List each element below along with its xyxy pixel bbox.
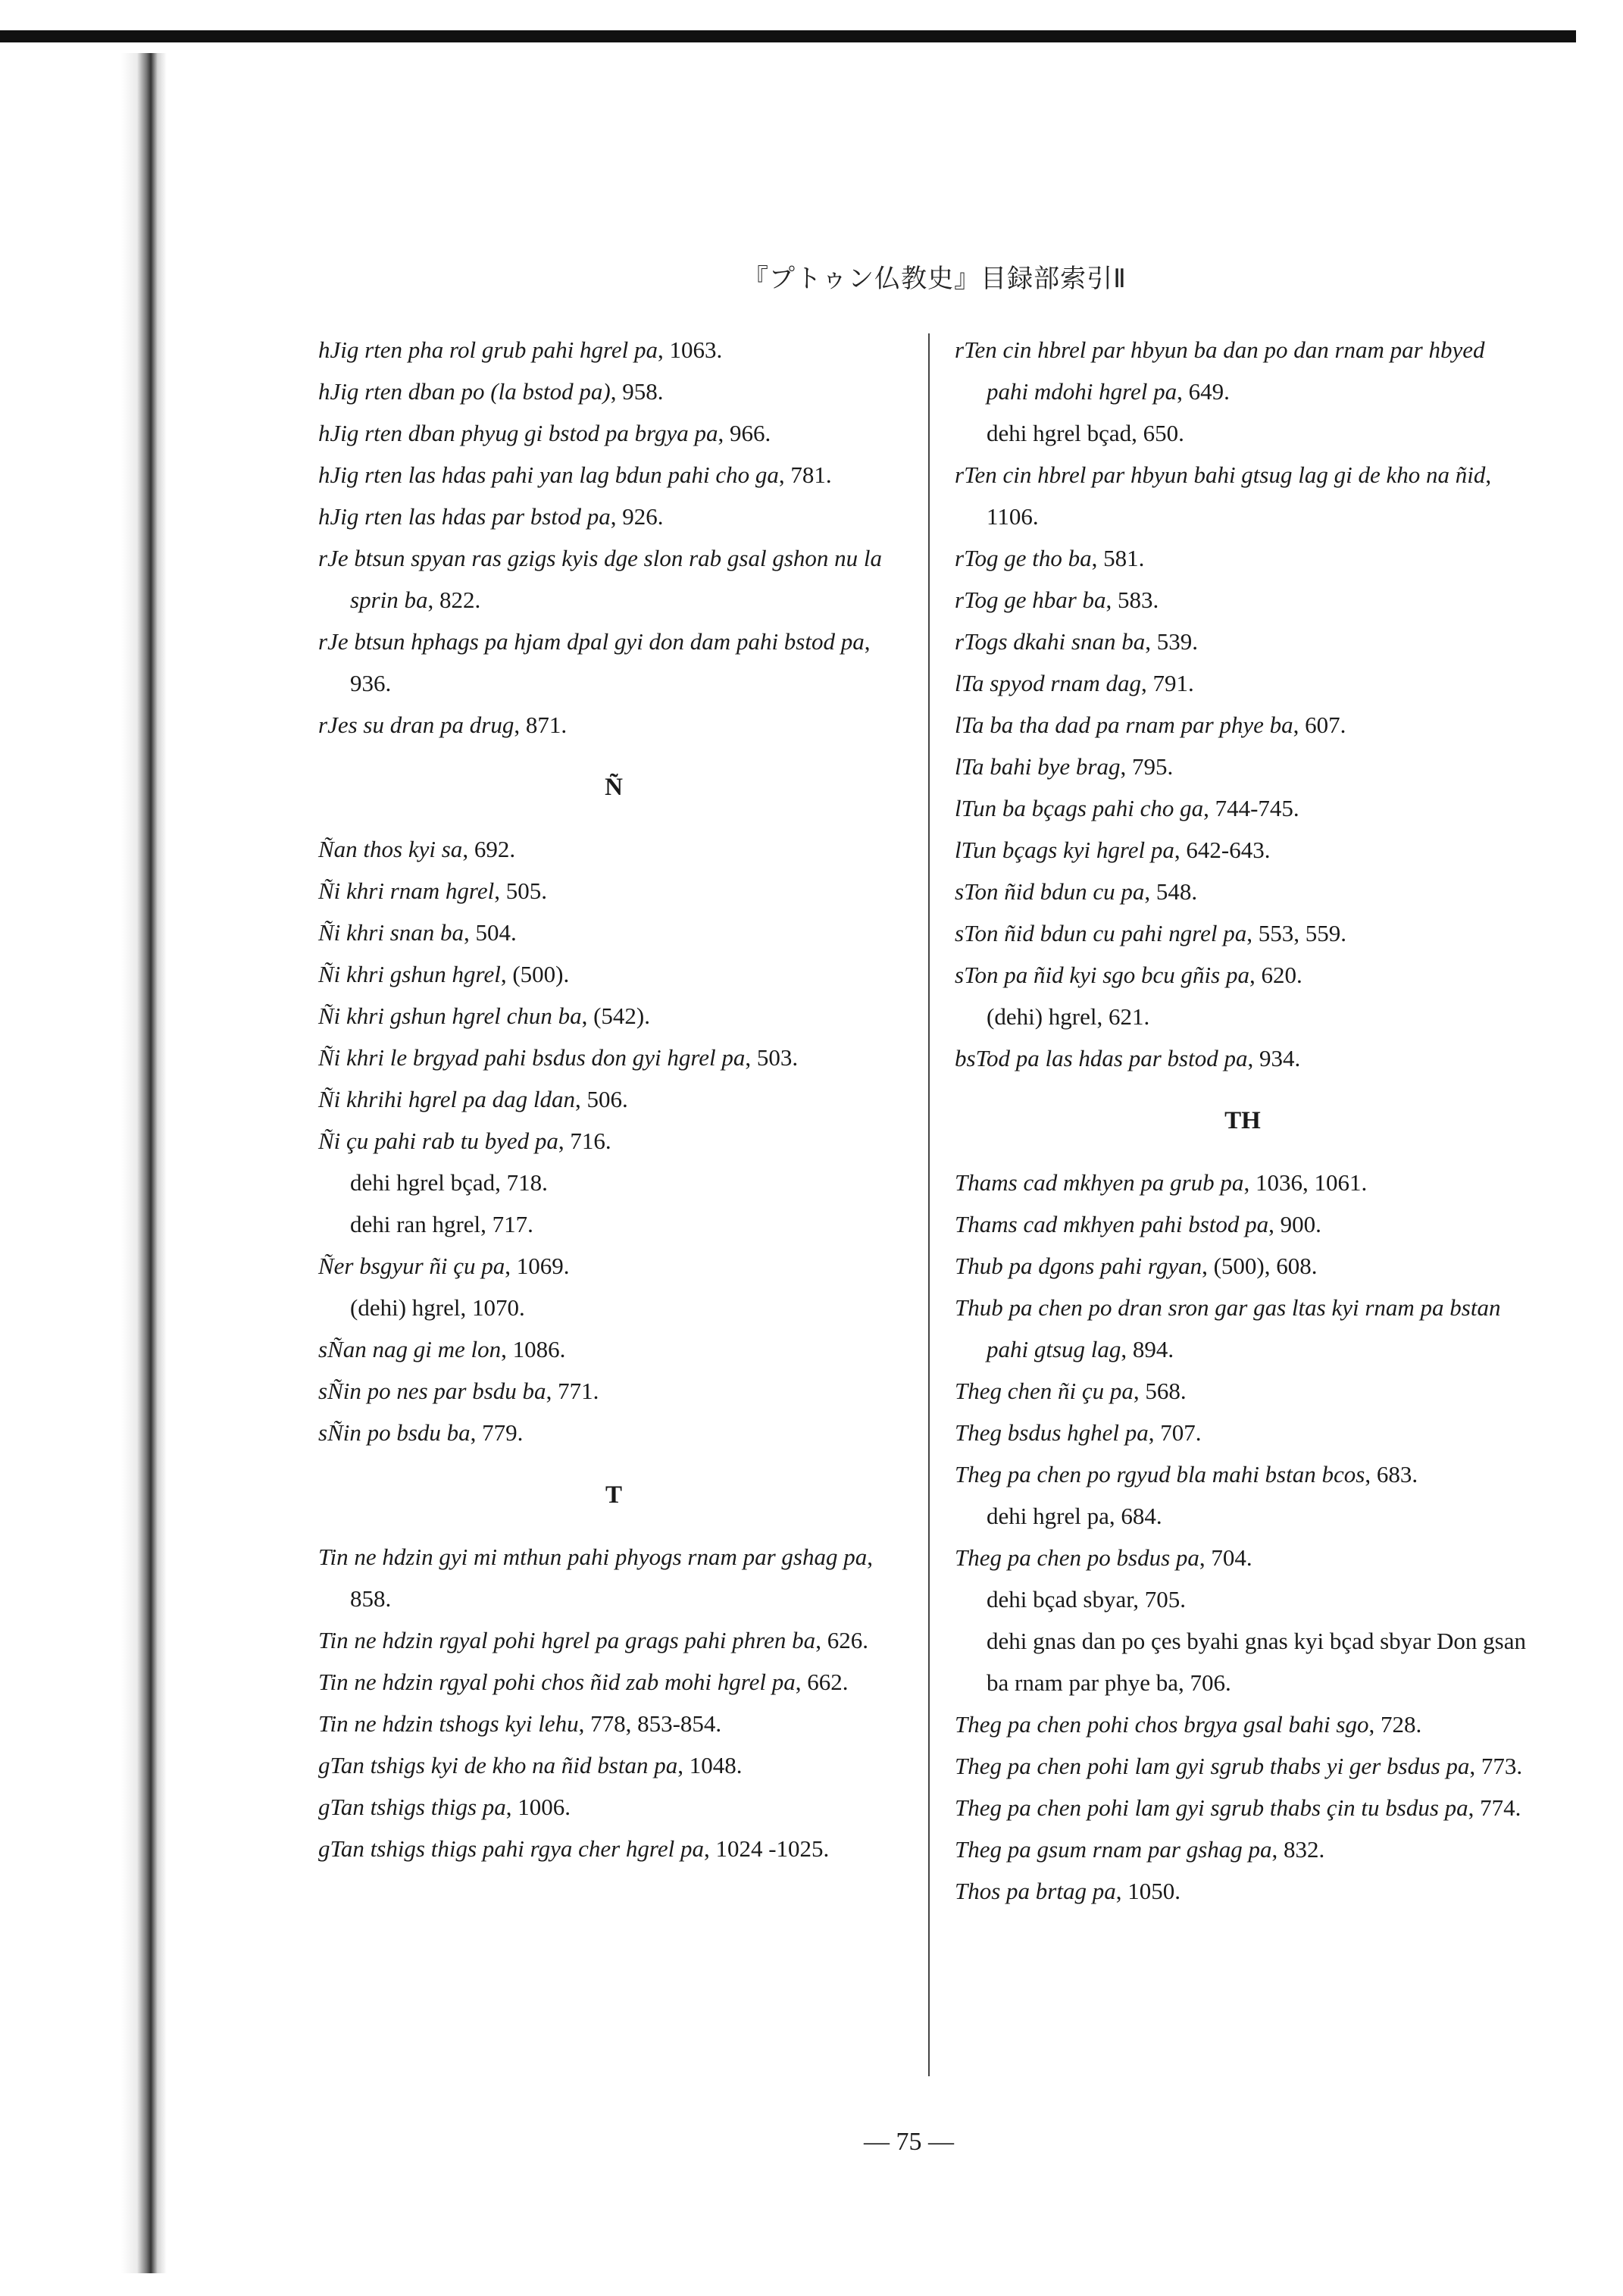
entry-page-refs: , 626. xyxy=(815,1627,868,1653)
entry-page-refs: , 581. xyxy=(1091,545,1145,571)
index-entry xyxy=(955,1412,1531,1453)
index-entry xyxy=(955,1453,1531,1495)
index-entry xyxy=(955,1370,1531,1412)
entry-title: rTen cin hbrel par hbyun ba dan po dan rnam par hbyed pahi mdohi hgrel pa xyxy=(955,336,1485,405)
index-entry xyxy=(955,1162,1531,1203)
index-entry xyxy=(955,787,1531,829)
entry-title: Tin ne hdzin gyi mi mthun pahi phyogs rnam par gshag pa xyxy=(318,1544,868,1570)
entry-page-refs: , 771. xyxy=(546,1378,599,1404)
entry-page-refs: , 795. xyxy=(1120,753,1174,780)
entry-title: hJig rten dban phyug gi bstod pa brgya pa xyxy=(318,420,718,446)
entry-page-refs: , 774. xyxy=(1468,1794,1521,1821)
entry-page-refs: , 503. xyxy=(745,1044,799,1071)
index-column-right xyxy=(955,329,1531,1912)
index-entry xyxy=(955,454,1531,537)
entry-title: sÑin po bsdu ba xyxy=(318,1419,471,1446)
entry-page-refs: , 607. xyxy=(1293,712,1346,738)
index-entry xyxy=(318,1661,909,1703)
index-entry xyxy=(318,329,909,371)
entry-page-refs: , 966. xyxy=(718,420,771,446)
entry-title: Theg pa chen pohi chos brgya gsal bahi sgo xyxy=(955,1711,1369,1738)
index-entry xyxy=(318,454,909,496)
entry-page-refs: , 505. xyxy=(494,877,547,904)
index-entry xyxy=(955,1203,1531,1245)
index-entry xyxy=(318,1328,909,1370)
section-heading: TH xyxy=(1224,1107,1261,1134)
entry-title: rTog ge tho ba xyxy=(955,545,1092,571)
entry-page-refs: , 553, 559. xyxy=(1246,920,1346,946)
index-column-left xyxy=(318,329,909,1869)
entry-page-refs: , 778, 853-854. xyxy=(578,1710,722,1737)
index-entry xyxy=(955,1245,1531,1287)
entry-title: sÑin po nes par bsdu ba xyxy=(318,1378,546,1404)
entry-page-refs: , 568. xyxy=(1133,1378,1187,1404)
entry-page-refs: , 620. xyxy=(1249,962,1302,988)
running-header: 『プトゥン仏教史』目録部索引Ⅱ xyxy=(743,264,1127,294)
entry-page-refs: , 1050. xyxy=(1115,1878,1181,1904)
index-entry xyxy=(955,1828,1531,1870)
entry-title: rTogs dkahi snan ba xyxy=(955,628,1146,655)
entry-page-refs: , 642-643. xyxy=(1174,837,1271,863)
entry-title: hJig rten las hdas pahi yan lag bdun pahi cho ga xyxy=(318,461,779,488)
entry-title: Ñi çu pahi rab tu byed pa xyxy=(318,1128,558,1154)
entry-title: Tin ne hdzin tshogs kyi lehu xyxy=(318,1710,579,1737)
entry-title: sTon ñid bdun cu pahi ngrel pa xyxy=(955,920,1247,946)
entry-page-refs: , 832. xyxy=(1271,1836,1325,1863)
index-entry xyxy=(955,621,1531,662)
binding-shadow xyxy=(121,53,167,2273)
entry-title: Theg pa gsum rnam par gshag pa xyxy=(955,1836,1272,1863)
entry-page-refs: , 1063. xyxy=(658,336,723,363)
entry-title: Ñan thos kyi sa xyxy=(318,836,463,862)
index-subentry: dehi hgrel bçad, 718. xyxy=(350,1169,548,1196)
entry-page-refs: , 822. xyxy=(427,587,481,613)
entry-title: Thams cad mkhyen pahi bstod pa xyxy=(955,1211,1269,1237)
entry-page-refs: , 649. xyxy=(1177,378,1230,405)
index-subentry: (dehi) hgrel, 621. xyxy=(987,1003,1150,1030)
entry-title: rJes su dran pa drug xyxy=(318,712,514,738)
column-divider xyxy=(928,333,930,2076)
entry-page-refs: , 704. xyxy=(1199,1544,1252,1571)
index-entry xyxy=(318,1828,909,1869)
index-entry xyxy=(318,870,909,912)
index-entry xyxy=(955,746,1531,787)
index-entry xyxy=(318,1412,909,1453)
entry-page-refs: , 858. xyxy=(350,1544,873,1612)
index-subentry: dehi bçad sbyar, 705. xyxy=(987,1586,1187,1613)
entry-title: Ñi khri rnam hgrel xyxy=(318,877,495,904)
index-entry xyxy=(318,412,909,454)
entry-page-refs: , 1069. xyxy=(505,1253,570,1279)
index-subentry: dehi hgrel pa, 684. xyxy=(987,1503,1162,1529)
entry-title: lTa spyod rnam dag xyxy=(955,670,1142,696)
entry-title: lTa bahi bye brag xyxy=(955,753,1121,780)
index-entry xyxy=(318,496,909,537)
index-entry xyxy=(318,1536,909,1619)
entry-title: hJig rten dban po (la bstod pa) xyxy=(318,378,611,405)
entry-title: Thub pa chen po dran sron gar gas ltas kyi rnam pa bstan pahi gtsug lag xyxy=(955,1294,1501,1362)
entry-title: Ñi khrihi hgrel pa dag ldan xyxy=(318,1086,575,1112)
entry-title: rJe btsun hphags pa hjam dpal gyi don dam pahi bstod pa xyxy=(318,628,865,655)
entry-title: rTen cin hbrel par hbyun bahi gtsug lag gi de kho na ñid xyxy=(955,461,1486,488)
entry-page-refs: , 728. xyxy=(1368,1711,1422,1738)
entry-title: Ñi khri gshun hgrel chun ba xyxy=(318,1003,582,1029)
entry-page-refs: , 791. xyxy=(1141,670,1194,696)
entry-page-refs: , 871. xyxy=(514,712,568,738)
entry-page-refs: , 506. xyxy=(575,1086,628,1112)
entry-page-refs: , 1086. xyxy=(501,1336,566,1362)
entry-title: Tin ne hdzin rgyal pohi chos ñid zab mohi hgrel pa xyxy=(318,1669,796,1695)
entry-title: lTun bçags kyi hgrel pa xyxy=(955,837,1174,863)
entry-page-refs: , 539. xyxy=(1145,628,1198,655)
index-entry xyxy=(318,1703,909,1744)
index-entry xyxy=(955,662,1531,704)
index-entry xyxy=(955,954,1531,996)
entry-title: Thos pa brtag pa xyxy=(955,1878,1116,1904)
entry-page-refs: , 936. xyxy=(350,628,871,696)
index-entry xyxy=(955,1037,1531,1079)
entry-page-refs: , 958. xyxy=(610,378,664,405)
entry-title: Theg pa chen pohi lam gyi sgrub thabs çin tu bsdus pa xyxy=(955,1794,1468,1821)
section-heading: T xyxy=(605,1481,622,1509)
index-entry xyxy=(318,912,909,953)
entry-page-refs: , 779. xyxy=(470,1419,524,1446)
entry-page-refs: , 1036, 1061. xyxy=(1243,1169,1368,1196)
entry-page-refs: , 1048. xyxy=(677,1752,743,1778)
entry-title: Thams cad mkhyen pa grub pa xyxy=(955,1169,1244,1196)
entry-page-refs: , 583. xyxy=(1105,587,1159,613)
index-subentry: dehi hgrel bçad, 650. xyxy=(987,420,1184,446)
entry-page-refs: , 781. xyxy=(778,461,832,488)
entry-page-refs: , 1006. xyxy=(505,1794,571,1820)
entry-page-refs: , 1106. xyxy=(987,461,1492,530)
index-entry xyxy=(955,871,1531,912)
entry-title: hJig rten pha rol grub pahi hgrel pa xyxy=(318,336,658,363)
entry-page-refs: , 504. xyxy=(464,919,517,946)
index-entry xyxy=(318,1744,909,1786)
entry-title: gTan tshigs kyi de kho na ñid bstan pa xyxy=(318,1752,678,1778)
entry-title: lTa ba tha dad pa rnam par phye ba xyxy=(955,712,1293,738)
index-entry xyxy=(318,704,909,746)
entry-page-refs: , (500), 608. xyxy=(1202,1253,1318,1279)
entry-title: Ñi khri snan ba xyxy=(318,919,464,946)
index-entry xyxy=(318,1619,909,1661)
entry-title: Theg pa chen po rgyud bla mahi bstan bcos xyxy=(955,1461,1365,1487)
entry-title: rTog ge hbar ba xyxy=(955,587,1106,613)
top-rule xyxy=(0,30,1576,42)
entry-page-refs: , 894. xyxy=(1121,1336,1174,1362)
entry-title: sTon ñid bdun cu pa xyxy=(955,878,1145,905)
entry-title: gTan tshigs thigs pa xyxy=(318,1794,506,1820)
index-entry xyxy=(955,829,1531,871)
index-entry xyxy=(318,953,909,995)
index-entry xyxy=(318,621,909,704)
index-entry xyxy=(318,1786,909,1828)
index-entry xyxy=(955,1870,1531,1912)
entry-title: Theg chen ñi çu pa xyxy=(955,1378,1134,1404)
index-entry xyxy=(955,1537,1531,1578)
entry-title: lTun ba bçags pahi cho ga xyxy=(955,795,1204,821)
entry-page-refs: , 692. xyxy=(462,836,516,862)
entry-title: Ñer bsgyur ñi çu pa xyxy=(318,1253,505,1279)
entry-page-refs: , 773. xyxy=(1469,1753,1523,1779)
entry-title: rJe btsun spyan ras gzigs kyis dge slon rab gsal gshon nu la sprin ba xyxy=(318,545,882,613)
index-entry xyxy=(318,1120,909,1162)
index-subentry: dehi ran hgrel, 717. xyxy=(350,1211,533,1237)
index-entry xyxy=(955,704,1531,746)
entry-title: Theg pa chen po bsdus pa xyxy=(955,1544,1199,1571)
index-entry xyxy=(955,1745,1531,1787)
entry-title: gTan tshigs thigs pahi rgya cher hgrel pa xyxy=(318,1835,704,1862)
index-entry xyxy=(955,329,1531,412)
entry-title: Thub pa dgons pahi rgyan xyxy=(955,1253,1202,1279)
index-entry xyxy=(318,1370,909,1412)
entry-page-refs: , 744-745. xyxy=(1203,795,1299,821)
page-number: — 75 — xyxy=(864,2128,954,2156)
entry-page-refs: , 548. xyxy=(1144,878,1198,905)
entry-title: hJig rten las hdas par bstod pa xyxy=(318,503,611,530)
index-entry xyxy=(318,1037,909,1078)
entry-title: sTon pa ñid kyi sgo bcu gñis pa xyxy=(955,962,1249,988)
entry-title: Ñi khri gshun hgrel xyxy=(318,961,501,987)
index-entry xyxy=(318,537,909,621)
entry-title: sÑan nag gi me lon xyxy=(318,1336,502,1362)
index-entry xyxy=(318,1245,909,1287)
index-entry xyxy=(318,828,909,870)
entry-title: Theg bsdus hghel pa xyxy=(955,1419,1149,1446)
entry-title: bsTod pa las hdas par bstod pa xyxy=(955,1045,1248,1071)
index-entry xyxy=(318,371,909,412)
entry-title: Ñi khri le brgyad pahi bsdus don gyi hgrel pa xyxy=(318,1044,746,1071)
index-entry xyxy=(955,537,1531,579)
entry-page-refs: , 900. xyxy=(1268,1211,1321,1237)
entry-title: Theg pa chen pohi lam gyi sgrub thabs yi ger bsdus pa xyxy=(955,1753,1470,1779)
section-heading: Ñ xyxy=(605,774,623,801)
index-subentry: (dehi) hgrel, 1070. xyxy=(350,1294,525,1321)
index-entry xyxy=(955,1287,1531,1370)
entry-page-refs: , 662. xyxy=(795,1669,849,1695)
entry-page-refs: , (542). xyxy=(581,1003,650,1029)
entry-page-refs: , 683. xyxy=(1365,1461,1418,1487)
entry-page-refs: , (500). xyxy=(500,961,570,987)
entry-page-refs: , 926. xyxy=(610,503,664,530)
entry-page-refs: , 1024 -1025. xyxy=(703,1835,830,1862)
entry-title: Tin ne hdzin rgyal pohi hgrel pa grags pahi phren ba xyxy=(318,1627,816,1653)
entry-page-refs: , 707. xyxy=(1148,1419,1202,1446)
entry-page-refs: , 716. xyxy=(558,1128,611,1154)
index-entry xyxy=(955,1787,1531,1828)
entry-page-refs: , 934. xyxy=(1247,1045,1301,1071)
index-subentry: dehi gnas dan po çes byahi gnas kyi bçad sbyar Don gsan ba rnam par phye ba, 706. xyxy=(987,1628,1526,1696)
index-entry xyxy=(318,1078,909,1120)
index-entry xyxy=(318,995,909,1037)
index-entry xyxy=(955,579,1531,621)
index-entry xyxy=(955,912,1531,954)
index-entry xyxy=(955,1703,1531,1745)
